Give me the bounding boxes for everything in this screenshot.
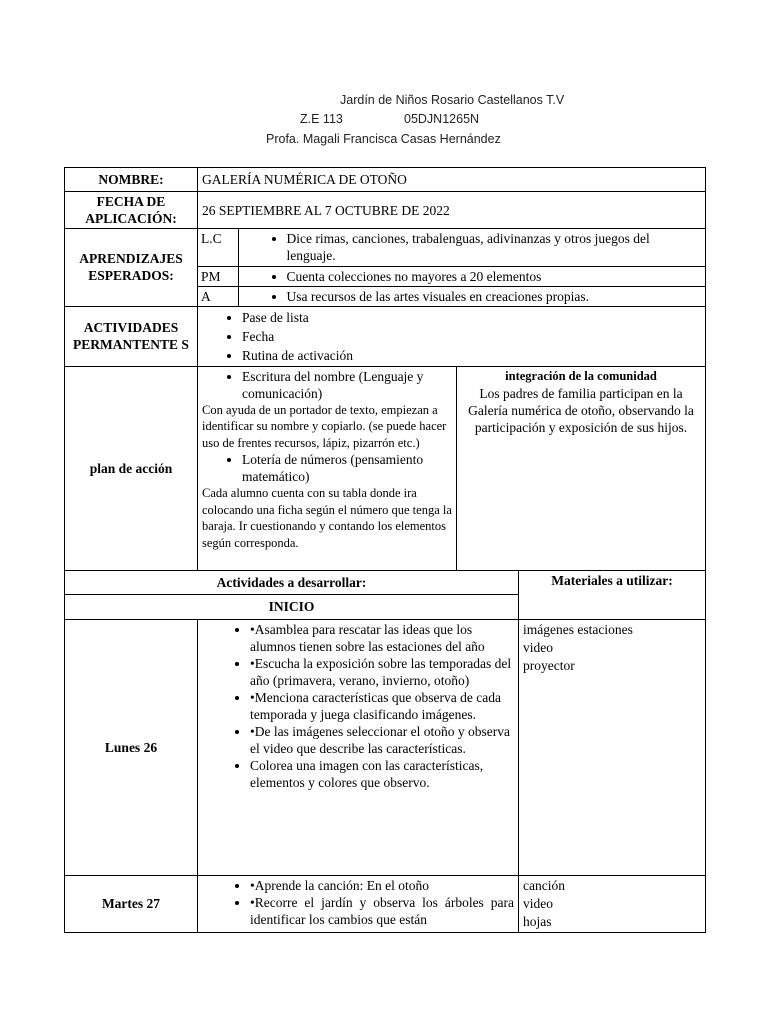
list-item: • •Asamblea para rescatar las ideas que los alumnos tienen sobre las estaciones del año	[250, 621, 514, 655]
plan-item: • Escritura del nombre (Lenguaje y comunicación)	[242, 368, 452, 402]
community-title: integración de la comunidad	[505, 368, 657, 383]
actividades-header: Actividades a desarrollar:	[65, 570, 519, 594]
aprendizaje-item: • Cuenta colecciones no mayores a 20 elementos	[287, 268, 702, 285]
list-item: • Pase de lista	[242, 308, 705, 327]
aprendizajes-list	[198, 229, 705, 306]
nombre-value: GALERÍA NUMÉRICA DE OTOÑO	[198, 168, 706, 192]
fecha-label: FECHA DE APLICACIÓN:	[65, 192, 198, 229]
fecha-value: 26 SEPTIEMBRE AL 7 OCTUBRE DE 2022	[198, 192, 706, 229]
plan-description: Cada alumno cuenta con su tabla donde ira colocando una ficha según el número que tenga la baraja. Ir cuestionando y contando los elementos según corresponda.	[202, 486, 452, 550]
aprendizaje-code: A	[198, 286, 238, 306]
list-item: • •Aprende la canción: En el otoño	[250, 877, 514, 894]
plan-description: Con ayuda de un portador de texto, empiezan a identificar su nombre y copiarlo. (se puede hacer uso de frentes recursos, lápiz, pizarrón etc.)	[202, 402, 447, 450]
day-activities	[202, 877, 514, 928]
aprendizaje-item: • Usa recursos de las artes visuales en creaciones propias.	[287, 288, 702, 305]
material-item: hojas	[523, 913, 552, 929]
list-item: • •Menciona características que observa de cada temporada y juega clasificando imágenes.	[250, 689, 514, 723]
planning-table	[64, 167, 706, 933]
school-zone: Z.E 113	[300, 112, 343, 126]
material-item: imágenes estaciones	[523, 621, 633, 637]
list-item: • •Escucha la exposición sobre las temporadas del año (primavera, verano, invierno, otoño)	[250, 655, 514, 689]
aprendizaje-item: • Dice rimas, canciones, trabalenguas, adivinanzas y otros juegos del lenguaje.	[287, 230, 702, 264]
aprendizajes-label: APRENDIZAJES ESPERADOS:	[65, 229, 198, 307]
list-item: • •De las imágenes seleccionar el otoño y observa el video que describe las características.	[250, 723, 514, 757]
school-name: Jardín de Niños Rosario Castellanos T.V	[340, 93, 565, 107]
materiales-header: Materiales a utilizar:	[519, 570, 706, 619]
community-text: Los padres de familia participan en la Galería numérica de otoño, observando la participación y exposición de sus hijos.	[468, 385, 694, 435]
material-item: proyector	[523, 657, 575, 673]
nombre-label: NOMBRE:	[65, 168, 198, 192]
list-item: • Fecha	[242, 327, 705, 346]
aprendizaje-code: PM	[198, 266, 238, 286]
day-label: Martes 27	[65, 875, 198, 932]
day-activities	[202, 621, 514, 791]
inicio-header: INICIO	[65, 594, 519, 619]
teacher-name: Profa. Magali Francisca Casas Hernández	[266, 132, 501, 146]
list-item: • Rutina de activación	[242, 346, 705, 365]
list-item: • Colorea una imagen con las características, elementos y colores que observo.	[250, 757, 514, 791]
plan-label: plan de acción	[65, 366, 198, 570]
material-item: canción	[523, 877, 565, 893]
material-item: video	[523, 895, 553, 911]
plan-item: • Lotería de números (pensamiento matemático)	[242, 451, 452, 485]
school-code: 05DJN1265N	[404, 112, 480, 126]
day-label: Lunes 26	[65, 619, 198, 875]
aprendizaje-code: L.C	[198, 229, 238, 266]
material-item: video	[523, 639, 553, 655]
permanentes-list	[198, 308, 705, 365]
list-item: • •Recorre el jardín y observa los árboles para identificar los cambios que están	[250, 894, 514, 928]
permanentes-label: ACTIVIDADES PERMANTENTE S	[65, 306, 198, 366]
